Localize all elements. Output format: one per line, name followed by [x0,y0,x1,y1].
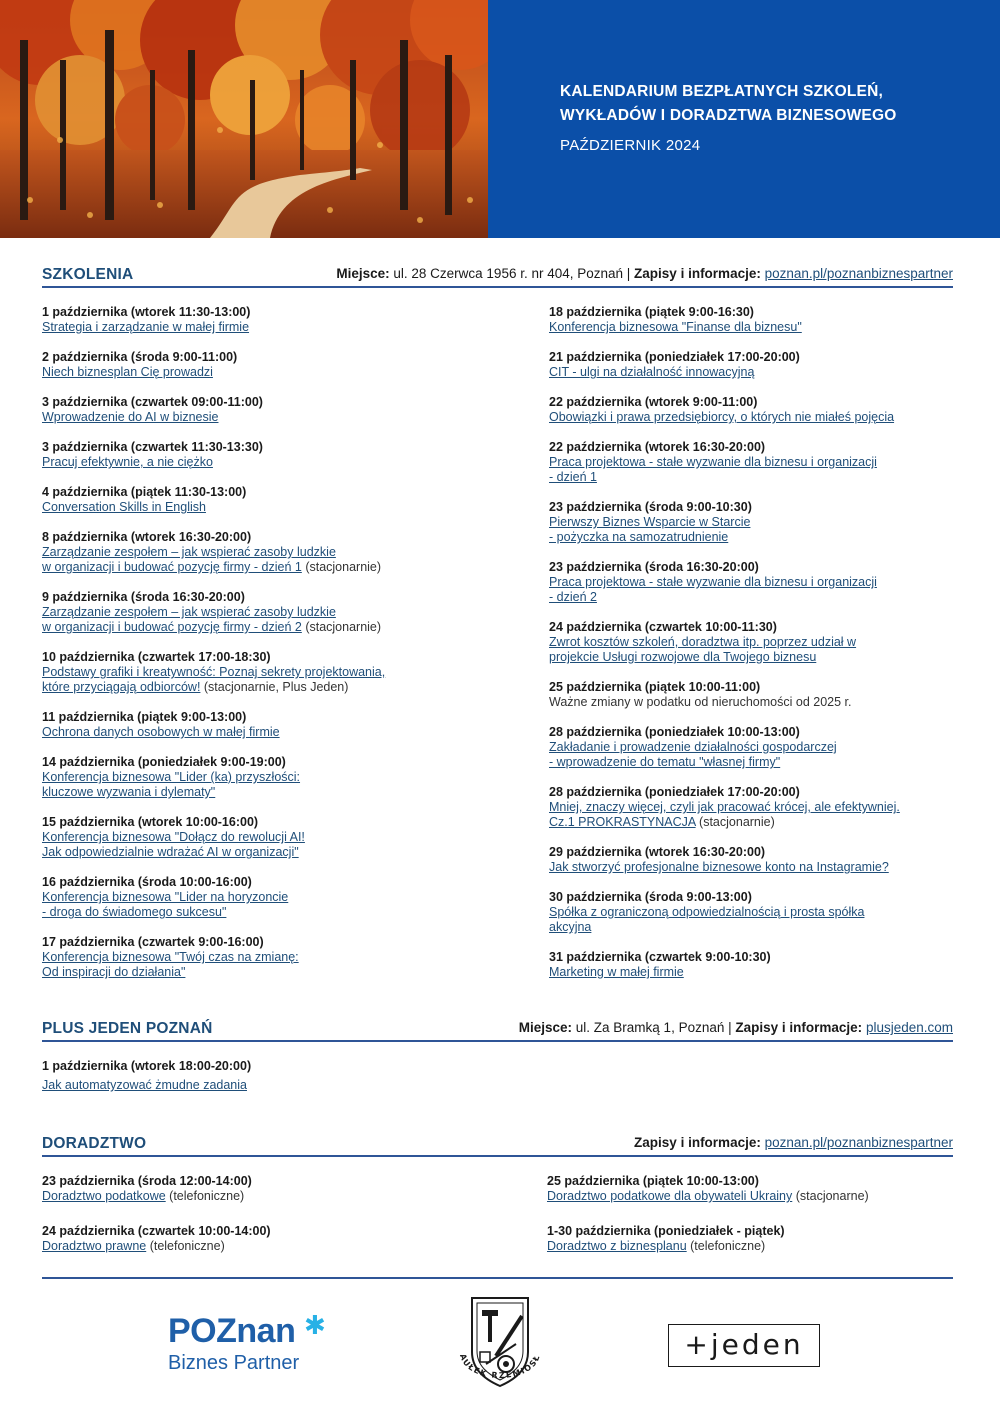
event-format-note: (telefoniczne) [146,1239,225,1253]
event-item [42,395,263,425]
event-line [549,590,877,605]
event-date: 1 października (wtorek 18:00-20:00) [42,1059,252,1073]
event-line [42,545,381,560]
page-title [560,80,980,128]
event-item [549,725,837,770]
event-date: 22 października (wtorek 16:30-20:00) [549,440,766,454]
event-date: 15 października (wtorek 10:00-16:00) [42,815,259,829]
event-date: 24 października (czwartek 10:00-14:00) [42,1224,271,1238]
event-format-note: (telefoniczne) [686,1239,766,1253]
poznan-biznes-partner-logo [168,1310,328,1384]
event-item [42,935,299,980]
event-line [549,575,877,590]
event-date: 28 października (poniedziałek 10:00-13:00) [549,725,800,739]
event-item [42,1059,251,1093]
month-label: PAŹDZIERNIK 2024 [560,137,701,154]
event-title-link[interactable]: Praca projektowa - stałe wyzwanie dla biznesu i organizacji [549,575,877,589]
event-line [549,470,877,485]
event-item [547,1174,869,1204]
event-line [549,860,889,875]
event-item [42,1174,252,1204]
event-title-link[interactable]: - pożyczka na samozatrudnienie [549,530,729,544]
section-title-plusjeden: PLUS JEDEN POZNAŃ [42,1020,213,1037]
info-link[interactable]: plusjeden.com [865,1020,953,1035]
event-title-link[interactable]: w organizacji i budować pozycję firmy - dzień 1 [42,560,302,574]
event-date: 1 października (wtorek 11:30-13:00) [42,305,251,319]
event-title-link[interactable]: Spółka z ograniczoną odpowiedzialnością i prosta spółka [549,905,865,919]
event-item [547,1224,785,1254]
event-date: 14 października (poniedziałek 9:00-19:00) [42,755,286,769]
zaulek-rzemiosla-logo [450,1294,550,1394]
event-item [549,845,889,875]
event-line [549,755,837,770]
event-line [42,785,300,800]
event-title-link[interactable]: Pracuj efektywnie, a nie ciężko [42,455,213,469]
event-title-link[interactable]: Konferencja biznesowa "Dołącz do rewolucji AI! [42,830,305,844]
event-date: 4 października (piątek 11:30-13:00) [42,485,247,499]
event-date: 9 października (środa 16:30-20:00) [42,590,245,604]
info-link[interactable]: poznan.pl/poznanbiznespartner [764,1135,953,1150]
plusjeden-info [519,1020,953,1035]
event-format-note: (telefoniczne) [165,1189,245,1203]
event-line [42,770,300,785]
info-label: Zapisy i informacje: [735,1020,863,1035]
event-item [549,560,877,605]
event-item [42,485,246,515]
event-title-link[interactable]: Zarządzanie zespołem – jak wspierać zasoby ludzkie [42,545,336,559]
event-item [549,950,771,980]
event-item [42,710,280,740]
title-line-2: WYKŁADÓW I DORADZTWA BIZNESOWEGO [560,107,897,124]
event-title-link[interactable]: Wprowadzenie do AI w biznesie [42,410,219,424]
plusjeden-header [42,1020,953,1042]
event-line [549,800,900,815]
title-line-1: KALENDARIUM BEZPŁATNYCH SZKOLEŃ, [560,83,883,100]
event-line [549,650,856,665]
event-title-text: Ważne zmiany w podatku od nieruchomości od 2025 r. [549,695,852,709]
event-date: 23 października (środa 12:00-14:00) [42,1174,252,1188]
event-item [549,350,800,380]
event-line [42,365,237,380]
event-format-note: (stacjonarnie) [301,620,382,634]
event-date: 21 października (poniedziałek 17:00-20:00) [549,350,800,364]
event-line [549,320,802,335]
doradztwo-info [634,1135,953,1150]
event-line [42,455,263,470]
event-date: 22 października (wtorek 9:00-11:00) [549,395,758,409]
event-line [42,950,299,965]
section-title-doradztwo: DORADZTWO [42,1135,147,1152]
event-title-link[interactable]: w organizacji i budować pozycję firmy - dzień 2 [42,620,302,634]
event-title-link[interactable]: Doradztwo prawne [42,1239,147,1253]
event-item [549,785,900,830]
event-title-link[interactable]: kluczowe wyzwania i dylematy" [42,785,216,799]
event-line [42,665,385,680]
info-label: Zapisy i informacje: [634,266,761,281]
place-label: Miejsce: [336,266,390,281]
event-line [549,905,864,920]
event-item [549,620,856,665]
event-line [42,500,246,515]
event-line [42,965,299,980]
event-line [42,605,381,620]
event-title-link[interactable]: Cz.1 PROKRASTYNACJA [549,815,696,829]
event-date: 1-30 października (poniedziałek - piątek) [547,1224,785,1238]
event-item [549,395,894,425]
szkolenia-header [42,266,953,288]
event-item [549,440,877,485]
event-date: 23 października (środa 16:30-20:00) [549,560,759,574]
event-title-link[interactable]: Jak odpowiedzialnie wdrażać AI w organizacji" [42,845,299,859]
header-banner [0,0,1000,238]
event-line [42,560,381,575]
szkolenia-info [336,266,953,281]
event-title-link[interactable]: akcyjna [549,920,592,934]
event-format-note: (stacjonarne) [792,1189,869,1203]
event-title-link[interactable]: Doradztwo podatkowe [42,1189,166,1203]
doradztwo-header [42,1135,953,1157]
event-title-link[interactable]: Ochrona danych osobowych w małej firmie [42,725,280,739]
event-title-link[interactable]: Marketing w małej firmie [549,965,684,979]
event-line [42,1078,251,1093]
event-line [42,725,280,740]
event-item [42,590,381,635]
event-line [42,680,385,695]
event-line [549,515,752,530]
info-link[interactable]: poznan.pl/poznanbiznespartner [764,266,953,281]
event-item [42,815,305,860]
event-date: 3 października (czwartek 11:30-13:30) [42,440,263,454]
event-item [42,440,263,470]
event-title-link[interactable]: Jak stworzyć profesjonalne biznesowe konto na Instagramie? [549,860,889,874]
event-line [549,920,864,935]
event-date: 16 października (środa 10:00-16:00) [42,875,252,889]
event-line [549,815,900,830]
event-item [549,305,802,335]
event-date: 10 października (czwartek 17:00-18:30) [42,650,271,664]
event-line [42,1189,252,1204]
info-label: Zapisy i informacje: [634,1135,761,1150]
event-title-link[interactable]: Obowiązki i prawa przedsiębiorcy, o których nie miałeś pojęcia [549,410,895,424]
event-title-link[interactable]: Konferencja biznesowa "Lider (ka) przyszłości: [42,770,301,784]
event-title-link[interactable]: Podstawy grafiki i kreatywność: Poznaj sekrety projektowania, [42,665,386,679]
event-format-note: (stacjonarnie) [301,560,382,574]
event-date: 25 października (piątek 10:00-11:00) [549,680,761,694]
event-date: 23 października (środa 9:00-10:30) [549,500,752,514]
place-address: ul. Za Bramką 1, Poznań | [572,1020,736,1035]
event-line [42,830,305,845]
event-item [42,305,250,335]
place-address: ul. 28 Czerwca 1956 r. nr 404, Poznań | [389,266,635,281]
event-title-link[interactable]: Zakładanie i prowadzenie działalności gospodarczej [549,740,837,754]
event-title-link[interactable]: - droga do świadomego sukcesu" [42,905,227,919]
event-title-link[interactable]: Jak automatyzować żmudne zadania [42,1078,247,1092]
event-item [42,350,237,380]
event-line [42,845,305,860]
event-item [42,1224,271,1254]
event-item [549,680,851,710]
event-title-link[interactable]: Od inspiracji do działania" [42,965,186,979]
event-title-link[interactable]: Strategia i zarządzanie w małej firmie [42,320,250,334]
event-line [42,320,250,335]
plus-jeden-logo: +jeden [668,1324,820,1367]
event-date: 31 października (czwartek 9:00-10:30) [549,950,771,964]
event-title-link[interactable]: - dzień 2 [549,590,597,604]
event-line [549,635,856,650]
event-title-link[interactable]: Konferencja biznesowa "Finanse dla biznesu" [549,320,802,334]
event-date: 28 października (poniedziałek 17:00-20:00) [549,785,800,799]
event-title-link[interactable]: Konferencja biznesowa "Twój czas na zmianę: [42,950,299,964]
event-line [42,890,288,905]
event-line [549,410,894,425]
event-title-link[interactable]: Konferencja biznesowa "Lider na horyzoncie [42,890,289,904]
event-title-link[interactable]: Pierwszy Biznes Wsparcie w Starcie [549,515,751,529]
biznes-partner-text: Biznes Partner [168,1352,300,1374]
event-title-link[interactable]: Doradztwo podatkowe dla obywateli Ukrainy [547,1189,793,1203]
poznan-wordmark: POZnan [168,1312,296,1350]
event-date: 17 października (czwartek 9:00-16:00) [42,935,264,949]
event-line [547,1239,785,1254]
event-title-link[interactable]: Niech biznesplan Cię prowadzi [42,365,213,379]
event-title-link[interactable]: - wprowadzenie do tematu "własnej firmy" [549,755,781,769]
asterisk-icon: ✱ [304,1310,326,1340]
event-title-link[interactable]: CIT - ulgi na działalność innowacyjną [549,365,755,379]
event-date: 3 października (czwartek 09:00-11:00) [42,395,263,409]
event-line [549,365,800,380]
event-title-link[interactable]: Praca projektowa - stałe wyzwanie dla biznesu i organizacji [549,455,877,469]
event-line [549,740,837,755]
event-title-link[interactable]: które przyciągają odbiorców! [42,680,201,694]
event-line [42,1239,271,1254]
event-line [549,965,771,980]
event-item [549,500,752,545]
event-line [42,620,381,635]
event-title-link[interactable]: Zwrot kosztów szkoleń, doradztwa itp. poprzez udział w [549,635,857,649]
zaulek-text: AUŁEK RZEMIOSŁ [457,1352,542,1381]
event-line [42,410,263,425]
event-item [42,755,300,800]
event-format-note: (stacjonarnie, Plus Jeden) [200,680,349,694]
event-line [42,905,288,920]
event-title-link[interactable]: projekcie Usługi rozwojowe dla Twojego biznesu [549,650,817,664]
event-line [549,695,851,710]
footer-divider [42,1277,953,1279]
event-title-link[interactable]: Conversation Skills in English [42,500,206,514]
event-item [42,650,385,695]
event-line [549,455,877,470]
event-date: 2 października (środa 9:00-11:00) [42,350,238,364]
event-item [42,530,381,575]
event-title-link[interactable]: Doradztwo z biznesplanu [547,1239,687,1253]
event-title-link[interactable]: Mniej, znaczy więcej, czyli jak pracować krócej, ale efektywniej. [549,800,900,814]
event-item [549,890,864,935]
event-line [547,1189,869,1204]
place-label: Miejsce: [518,1020,573,1035]
event-item [42,875,288,920]
event-date: 11 października (piątek 9:00-13:00) [42,710,247,724]
autumn-forest-photo [0,0,488,238]
event-line [549,530,752,545]
event-title-link[interactable]: Zarządzanie zespołem – jak wspierać zasoby ludzkie [42,605,336,619]
section-title-szkolenia: SZKOLENIA [42,266,134,283]
event-date: 8 października (wtorek 16:30-20:00) [42,530,252,544]
event-date: 18 października (piątek 9:00-16:30) [549,305,754,319]
event-date: 25 października (piątek 10:00-13:00) [547,1174,759,1188]
event-format-note: (stacjonarnie) [695,815,775,829]
event-date: 29 października (wtorek 16:30-20:00) [549,845,766,859]
event-date: 24 października (czwartek 10:00-11:30) [549,620,777,634]
event-title-link[interactable]: - dzień 1 [549,470,597,484]
event-date: 30 października (środa 9:00-13:00) [549,890,752,904]
